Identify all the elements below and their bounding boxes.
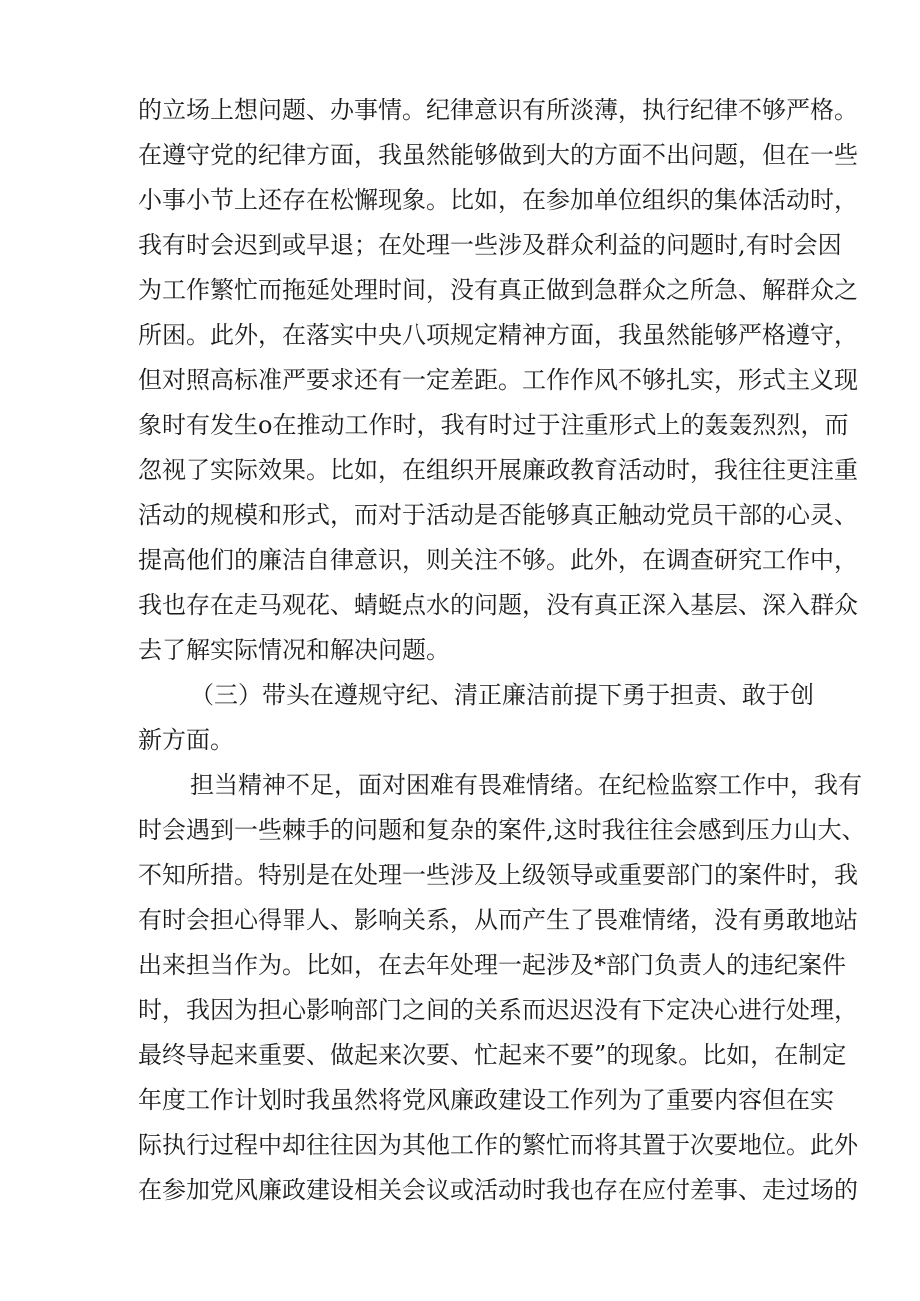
section-heading-line: 新方面。: [138, 726, 234, 754]
paragraph-line: 年度工作计划时我虽然将党风廉政建设工作列为了重要内容但在实: [138, 1086, 834, 1114]
paragraph-line: 提高他们的廉洁自律意识，则关注不够。此外，在调查研究工作中，: [138, 546, 858, 574]
paragraph-line: 忽视了实际效果。比如，在组织开展廉政教育活动时，我往往更注重: [138, 456, 858, 484]
paragraph-responsibility: [138, 763, 866, 1213]
paragraph-line: 我也存在走马观花、蜻蜓点水的问题，没有真正深入基层、深入群众: [138, 591, 858, 619]
paragraph-line: 去了解实际情况和解决问题。: [138, 636, 450, 664]
paragraph-line: 但对照高标准严要求还有一定差距。工作作风不够扎实，形式主义现: [138, 366, 858, 394]
paragraph-line: 活动的规模和形式，而对于活动是否能够真正触动党员干部的心灵、: [138, 501, 858, 529]
paragraph-line: 为工作繁忙而拖延处理时间，没有真正做到急群众之所急、解群众之: [138, 276, 858, 304]
paragraph-line: 象时有发生o在推动工作时，我有时过于注重形式上的轰轰烈烈，而: [138, 411, 849, 439]
paragraph-line: 的立场上想问题、办事情。纪律意识有所淡薄，执行纪律不够严格。: [138, 96, 858, 124]
paragraph-line: 所困。此外，在落实中央八项规定精神方面，我虽然能够严格遵守，: [138, 321, 858, 349]
paragraph-line: 不知所措。特别是在处理一些涉及上级领导或重要部门的案件时，我: [138, 861, 858, 889]
paragraph-line: 时会遇到一些棘手的问题和复杂的案件,这时我往往会感到压力山大、: [138, 816, 866, 844]
paragraph-line: 有时会担心得罪人、影响关系，从而产生了畏难情绪，没有勇敢地站: [138, 906, 858, 934]
paragraph-line: 小事小节上还存在松懈现象。比如，在参加单位组织的集体活动时，: [138, 186, 858, 214]
paragraph-line: 我有时会迟到或早退；在处理一些涉及群众利益的问题时,有时会因: [138, 231, 842, 259]
section-heading-line: （三）带头在遵规守纪、清正廉洁前提下勇于担责、敢于创: [190, 681, 814, 709]
paragraph-line: 最终导起来重要、做起来次要、忙起来不要”的现象。比如，在制定: [138, 1041, 847, 1069]
section-heading: [138, 673, 814, 763]
paragraph-line: 在遵守党的纪律方面，我虽然能够做到大的方面不出问题，但在一些: [138, 141, 858, 169]
document-body: [138, 88, 866, 1213]
paragraph-line: 担当精神不足，面对困难有畏难情绪。在纪检监察工作中，我有: [190, 771, 862, 799]
paragraph-line: 出来担当作为。比如，在去年处理一起涉及*部门负责人的违纪案件: [138, 951, 846, 979]
paragraph-line: 时，我因为担心影响部门之间的关系而迟迟没有下定决心进行处理，: [138, 996, 858, 1024]
paragraph-line: 在参加党风廉政建设相关会议或活动时我也存在应付差事、走过场的: [138, 1176, 858, 1204]
paragraph-discipline-style: [138, 88, 858, 673]
paragraph-line: 际执行过程中却往往因为其他工作的繁忙而将其置于次要地位。此外: [138, 1131, 858, 1159]
